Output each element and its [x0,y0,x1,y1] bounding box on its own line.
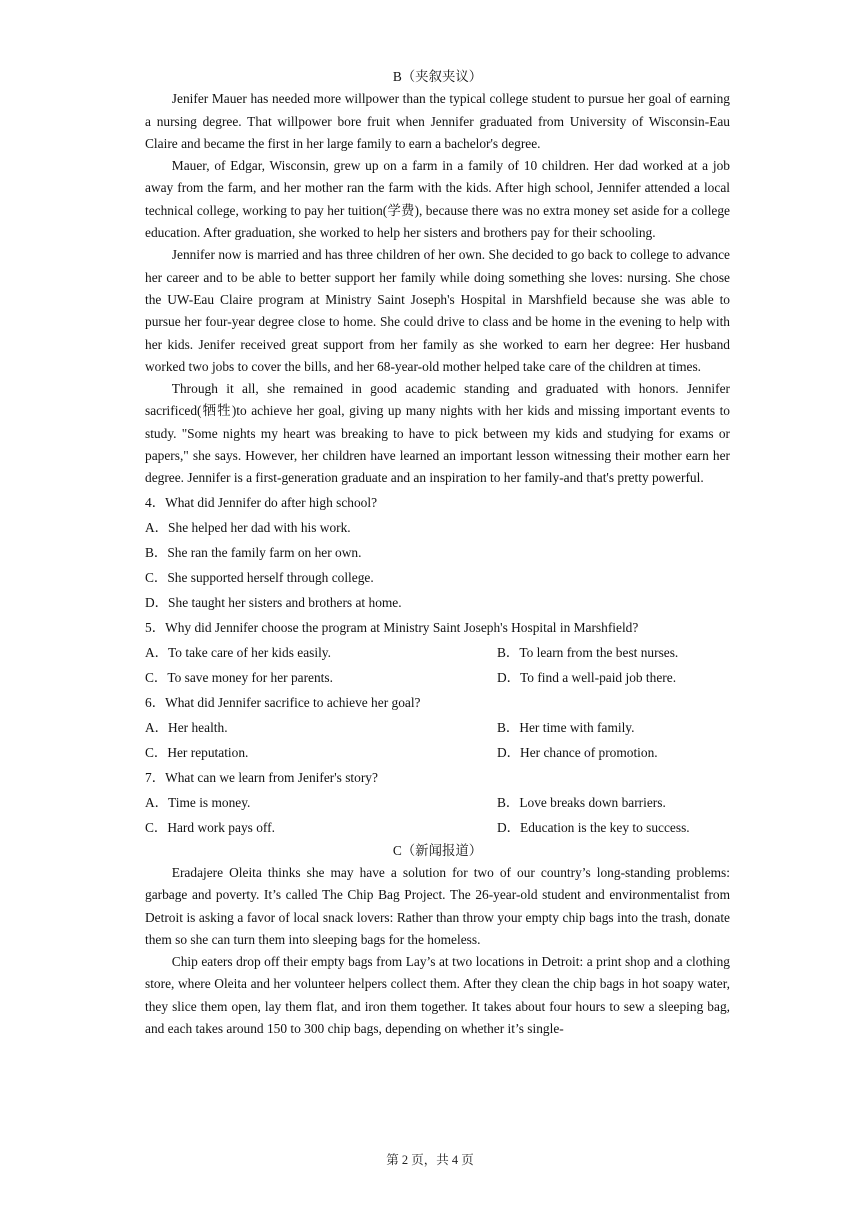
question-stem: 4．What did Jennifer do after high school? [145,494,378,510]
paragraph: Eradajere Oleita thinks she may have a solution for two of our country’s long-standing problems: garbage and poverty. It’s called The Chip Bag Project. The 26-year-old student and environmentalist from Detroit is asking a favor of local snack lovers: Rather than throw your empty chip bags into the trash, donate them so she can turn them into sleeping bags for the homeless. [145,864,730,947]
question-stem: 6．What did Jennifer sacrifice to achieve her goal? [145,694,421,710]
option-b: B．To learn from the best nurses. [497,644,679,660]
question-4 [145,490,730,615]
question-6 [145,690,730,765]
question-5 [145,615,730,690]
option-a: A．Her health. [145,719,228,735]
question-stem: 7．What can we learn from Jenifer's story? [145,769,378,785]
paragraph: Chip eaters drop off their empty bags from Lay’s at two locations in Detroit: a print shop and a clothing store, where Oleita and her volunteer helpers collect them. After they clean the chip bags in hot soapy water, they slice them open, lay them flat, and iron them together. It takes about four hours to sew a sleeping bag, and each takes around 150 to 300 chip bags, depending on whether it’s single- [145,954,730,1037]
option-a: A．Time is money. [145,794,251,810]
option-d: D．She taught her sisters and brothers at home. [145,594,402,610]
option-a: A．She helped her dad with his work. [145,519,351,535]
option-c: C．Her reputation. [145,744,249,760]
option-c: C．She supported herself through college. [145,569,374,585]
option-a: A．To take care of her kids easily. [145,644,331,660]
section-c-heading: C（新闻报道） [392,842,483,858]
paragraph: Jenifer Mauer has needed more willpower than the typical college student to pursue her goal of earning a nursing degree. That willpower bore fruit when Jennifer graduated from University of Wisconsin-Eau Claire and became the first in her large family to earn a bachelor's degree. [145,91,730,151]
option-b: B．She ran the family farm on her own. [145,544,362,560]
paragraph: Through it all, she remained in good academic standing and graduated with honors. Jennifer sacrificed(牺牲)to achieve her goal, giving up many nights with her kids and missing important events to study. "Some nights my heart was breaking to have to pick between my kids and studying for exams or papers," she says. However, her children have learned an important lesson witnessing their mother earn her degree. Jennifer is a first-generation graduate and an inspiration to her family-and that's pretty powerful. [145,381,730,486]
question-7 [145,765,730,840]
option-c: C．Hard work pays off. [145,819,275,835]
option-d: D．Her chance of promotion. [497,744,658,760]
exam-page [145,66,730,1040]
page-footer: 第 2 页，共 4 页 [386,1153,474,1167]
paragraph: Jennifer now is married and has three children of her own. She decided to go back to college to advance her career and to be able to better support her family while doing something she loves: nursing. She chose the UW-Eau Claire program at Ministry Saint Joseph's Hospital in Marshfield because she was able to pursue her four-year degree close to home. She could drive to class and be home in the evening to help with her kids. Jenifer received great support from her family as she worked to earn her degree: Her husband worked two jobs to cover the bills, and her 68-year-old mother helped take care of the children at times. [145,247,730,374]
option-d: D．Education is the key to success. [497,819,690,835]
question-stem: 5．Why did Jennifer choose the program at Ministry Saint Joseph's Hospital in Marshfield? [145,619,639,635]
option-b: B．Her time with family. [497,719,635,735]
option-d: D．To find a well-paid job there. [497,669,677,685]
section-b-heading: B（夹叙夹议） [392,69,483,84]
option-c: C．To save money for her parents. [145,669,333,685]
option-b: B．Love breaks down barriers. [497,794,666,810]
paragraph: Mauer, of Edgar, Wisconsin, grew up on a farm in a family of 10 children. Her dad worked at a job away from the farm, and her mother ran the farm with the kids. After high school, Jennifer attended a local technical college, working to pay her tuition(学费), because there was no extra money set aside for a college education. After graduation, she worked to help her sisters and brothers pay for their schooling. [145,158,730,241]
